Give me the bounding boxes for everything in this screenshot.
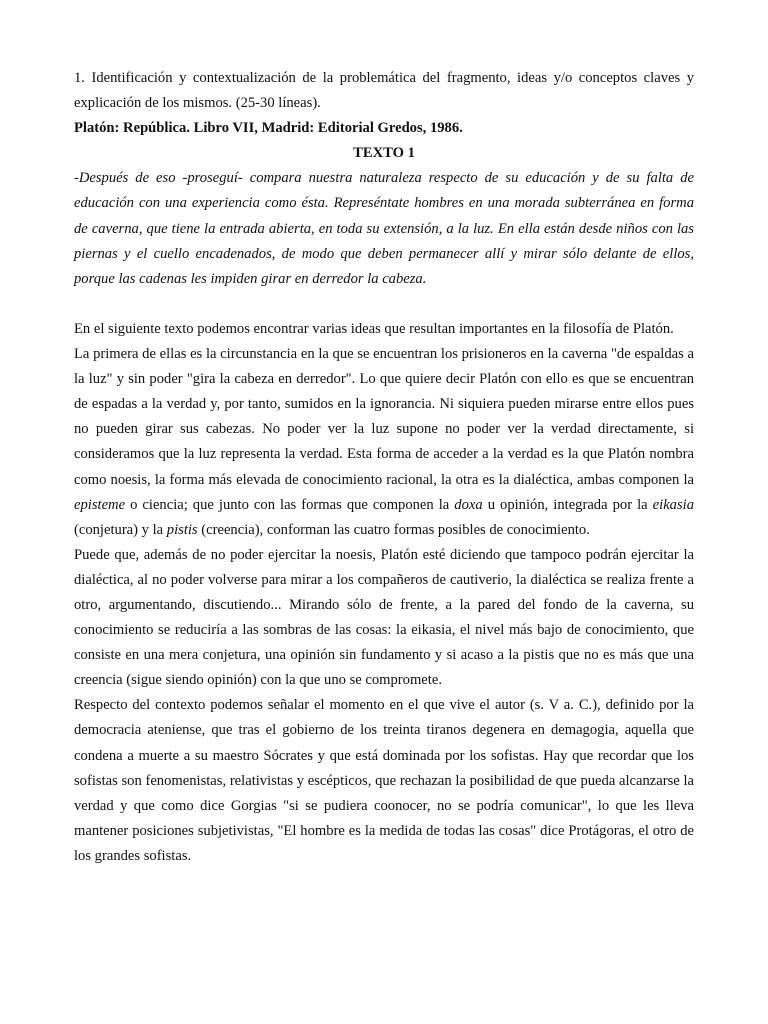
term-doxa: doxa	[454, 496, 483, 513]
text-run: (conjetura) y la	[74, 521, 167, 538]
question-text: 1. Identificación y contextualización de la problemática del fragmento, ideas y/o conceptos claves y explicación de los mismos. (25-30 líneas).	[74, 70, 694, 112]
blank-line	[74, 292, 694, 317]
document-page	[74, 66, 694, 869]
text-run: u opinión, integrada por la	[482, 496, 653, 513]
text-run: (creencia), conforman las cuatro formas posibles de conocimiento.	[197, 521, 590, 538]
paragraph-dialectics: Puede que, además de no poder ejercitar la noesis, Platón esté diciendo que tampoco podrán ejercitar la dialéctica, al no poder volverse para mirar a los compañeros de cautiverio, la dialéctica se realiza frente a otro, argumentando, discutiendo... Mirando sólo de frente, a la pared del fondo de la caverna, su conocimiento se reduciría a las sombras de las cosas: la eikasia, el nivel más bajo de conocimiento, que consiste en una mera conjetura, una opinión sin fundamento y si acaso a la pistis que no es más que una creencia (sigue siendo opinión) con la que uno se compromete.	[74, 546, 694, 689]
source-citation: Platón: República. Libro VII, Madrid: Editorial Gredos, 1986.	[74, 120, 463, 137]
paragraph-intro: En el siguiente texto podemos encontrar varias ideas que resultan importantes en la filosofía de Platón.	[74, 320, 674, 337]
term-pistis: pistis	[166, 521, 198, 538]
paragraph-first-idea	[74, 342, 694, 543]
text-run: o ciencia; que junto con las formas que componen la	[125, 496, 455, 513]
text-run: La primera de ellas es la circunstancia en la que se encuentran los prisioneros en la caverna "de espaldas a la luz" y sin poder "gira la cabeza en derredor". Lo que quiere decir Platón con ello es que se encuentran de espadas a la verdad y, por tanto, sumidos en la ignorancia. Ni siquiera pueden mirarse entre ellos pues no pueden girar sus cabezas. No poder ver la luz supone no poder ver la verdad directamente, si consideramos que la luz representa la verdad. Esta forma de acceder a la verdad es la que Platón nombra como noesis, la forma más elevada de conocimiento racional, la otra es la dialéctica, ambas componen la	[74, 346, 694, 488]
text-heading: TEXTO 1	[353, 145, 415, 162]
term-eikasia: eikasia	[652, 496, 694, 513]
term-episteme: episteme	[74, 496, 126, 513]
quote-paragraph: -Después de eso -proseguí- compara nuestra naturaleza respecto de su educación y de su falta de educación con una experiencia como ésta. Represéntate hombres en una morada subterránea en forma de caverna, que tiene la entrada abierta, en toda su extensión, a la luz. En ella están desde niños con las piernas y el cuello encadenados, de modo que deben permanecer allí y mirar sólo delante de ellos, porque las cadenas les impiden girar en derredor la cabeza.	[74, 170, 694, 287]
paragraph-context: Respecto del contexto podemos señalar el momento en el que vive el autor (s. V a. C.), definido por la democracia ateniense, que tras el gobierno de los treinta tiranos degenera en demagogia, aquella que condena a muerte a su maestro Sócrates y que está dominada por los sofistas. Hay que recordar que los sofistas son fenomenistas, relativistas y escépticos, que rechazan la posibilidad de que pueda alcanzarse la verdad y que como dice Gorgias "si se pudiera coonocer, no se podría comunicar", lo que les lleva mantener posiciones subjetivistas, "El hombre es la medida de todas las cosas" dice Protágoras, el otro de los grandes sofistas.	[74, 697, 694, 864]
